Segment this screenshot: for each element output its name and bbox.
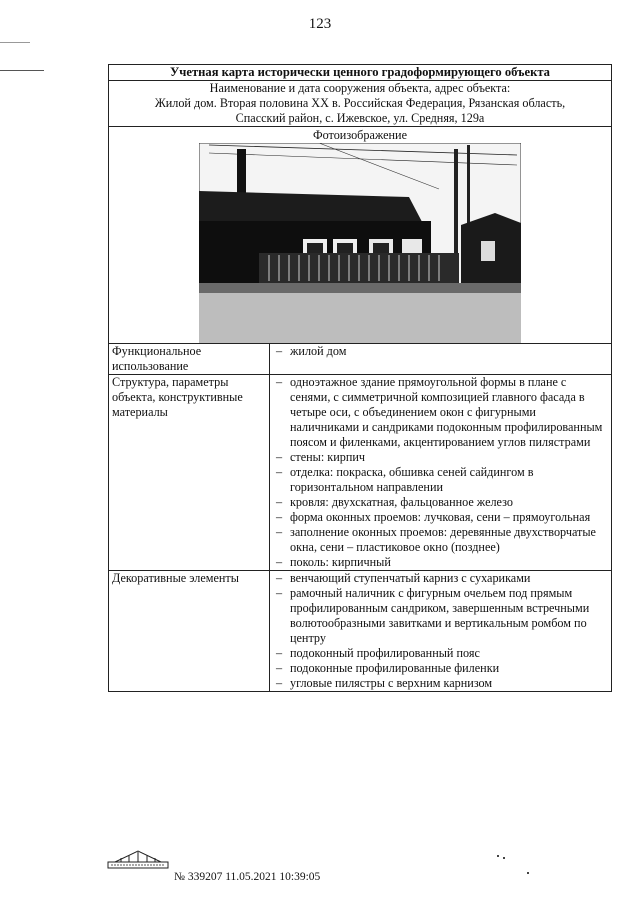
list-item: – отделка: покраска, обшивка сеней сайдингом в горизонтальном направлении [273,465,608,495]
object-name-line: Спасский район, с. Ижевское, ул. Средняя, 129а [235,111,485,125]
list-item: – заполнение оконных проемов: деревянные двухстворчатые окна, сени – пластиковое окно (позднее) [273,525,608,555]
scan-artifact-line [0,70,44,71]
object-name-label: Наименование и дата сооружения объекта, адрес объекта: [209,81,511,95]
row-value [270,344,612,375]
list-item: – кровля: двухскатная, фальцованное железо [273,495,608,510]
scan-artifact-dot [503,857,505,859]
registry-stamp-icon [107,848,169,870]
list-item: – угловые пилястры с верхним карнизом [273,676,608,691]
registration-card [108,64,612,692]
row-label: Структура, параметры объекта, конструктивные материалы [109,375,270,571]
photo-caption: Фотоизображение [312,128,407,142]
list-item: – жилой дом [273,344,608,359]
object-name-cell [109,81,612,127]
list-item: – стены: кирпич [273,450,608,465]
scan-artifact-dot [527,872,529,874]
row-decor [109,571,612,692]
scan-artifact-line [0,42,30,43]
list-item: – поколь: кирпичный [273,555,608,570]
list-item: – венчающий ступенчатый карниз с сухариками [273,571,608,586]
row-function [109,344,612,375]
page-number: 123 [308,16,332,32]
row-value [270,571,612,692]
row-structure [109,375,612,571]
row-label: Функциональное использование [109,344,270,375]
registry-stamp-number: № 339207 11.05.2021 10:39:05 [174,871,321,883]
photo-cell [109,127,612,344]
row-value [270,375,612,571]
object-name-line: Жилой дом. Вторая половина XX в. Российская Федерация, Рязанская область, [154,96,566,110]
building-photo [199,143,521,343]
list-item: – одноэтажное здание прямоугольной формы в плане с сенями, с симметричной композицией главного фасада в четыре оси, с объединением окон с фигурными наличниками и сандриками подоконным профилированным поясом и филенками, акцентированием углов пилястрами [273,375,608,450]
card-title: Учетная карта исторически ценного градоформирующего объекта [109,65,612,81]
list-item: – подоконный профилированный пояс [273,646,608,661]
row-label: Декоративные элементы [109,571,270,692]
list-item: – рамочный наличник с фигурным очельем под прямым профилированным сандриком, завершенным встречными волютообразными завитками и вертикальным ромбом по центру [273,586,608,646]
list-item: – форма оконных проемов: лучковая, сени – прямоугольная [273,510,608,525]
scan-artifact-dot [497,855,499,857]
list-item: – подоконные профилированные филенки [273,661,608,676]
